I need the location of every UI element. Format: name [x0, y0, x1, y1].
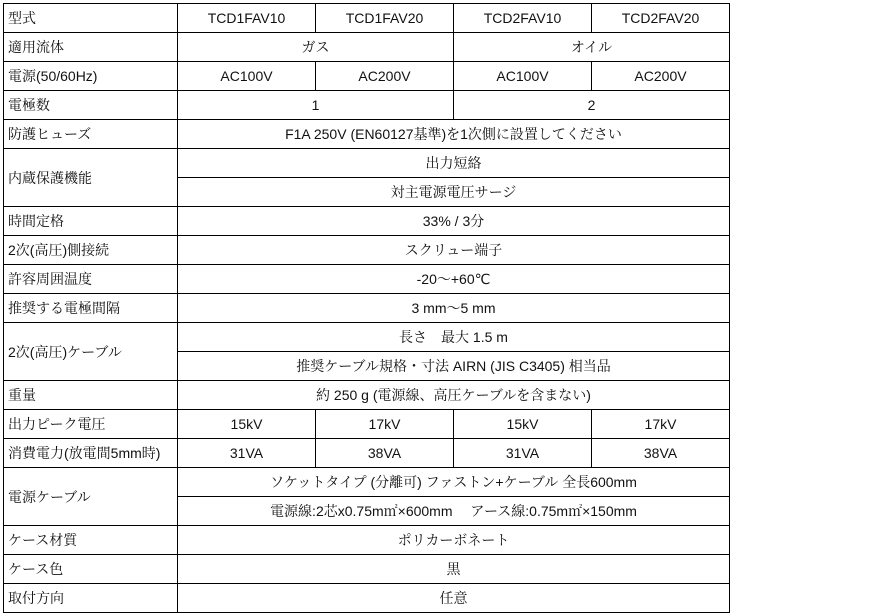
table-row — [4, 207, 730, 236]
value-cell: 31VA — [178, 439, 316, 468]
value-cell: ガス — [178, 33, 454, 62]
row-label: 内蔵保護機能 — [4, 149, 178, 207]
value-cell: 対主電源電圧サージ — [178, 178, 730, 207]
row-label: 適用流体 — [4, 33, 178, 62]
table-row — [4, 323, 730, 352]
value-cell: 17kV — [316, 410, 454, 439]
value-cell: 38VA — [592, 439, 730, 468]
table-row — [4, 381, 730, 410]
value-cell: 31VA — [454, 439, 592, 468]
row-label: 電極数 — [4, 91, 178, 120]
table-row — [4, 120, 730, 149]
value-cell: 出力短絡 — [178, 149, 730, 178]
row-label: 出力ピーク電圧 — [4, 410, 178, 439]
table-row — [4, 149, 730, 178]
row-label: 消費電力(放電間5mm時) — [4, 439, 178, 468]
table-row — [4, 4, 730, 33]
value-cell: AC200V — [592, 62, 730, 91]
table-row — [4, 584, 730, 613]
spec-table — [3, 3, 730, 613]
value-cell: 3 mm～5 mm — [178, 294, 730, 323]
value-cell: TCD1FAV20 — [316, 4, 454, 33]
row-label: 2次(高圧)ケーブル — [4, 323, 178, 381]
table-row — [4, 294, 730, 323]
row-label: 型式 — [4, 4, 178, 33]
value-cell: 15kV — [454, 410, 592, 439]
value-cell: 任意 — [178, 584, 730, 613]
table-row — [4, 410, 730, 439]
row-label: 許容周囲温度 — [4, 265, 178, 294]
value-cell: TCD2FAV20 — [592, 4, 730, 33]
value-cell: 2 — [454, 91, 730, 120]
row-label: 取付方向 — [4, 584, 178, 613]
value-cell: ポリカーボネート — [178, 526, 730, 555]
row-label: ケース材質 — [4, 526, 178, 555]
value-cell: 電源線:2芯x0.75m㎡×600mm アース線:0.75m㎡×150mm — [178, 497, 730, 526]
value-cell: 約 250 g (電源線、高圧ケーブルを含まない) — [178, 381, 730, 410]
value-cell: 長さ 最大 1.5 m — [178, 323, 730, 352]
table-row — [4, 439, 730, 468]
table-row — [4, 526, 730, 555]
table-row — [4, 468, 730, 497]
table-row — [4, 236, 730, 265]
value-cell: スクリュー端子 — [178, 236, 730, 265]
value-cell: AC200V — [316, 62, 454, 91]
row-label: 時間定格 — [4, 207, 178, 236]
value-cell: 33% / 3分 — [178, 207, 730, 236]
value-cell: 15kV — [178, 410, 316, 439]
table-row — [4, 62, 730, 91]
table-row — [4, 555, 730, 584]
value-cell: AC100V — [454, 62, 592, 91]
row-label: 電源(50/60Hz) — [4, 62, 178, 91]
table-row — [4, 33, 730, 62]
row-label: 推奨する電極間隔 — [4, 294, 178, 323]
value-cell: 17kV — [592, 410, 730, 439]
row-label: 電源ケーブル — [4, 468, 178, 526]
value-cell: ソケットタイプ (分離可) ファストン+ケーブル 全長600mm — [178, 468, 730, 497]
table-row — [4, 265, 730, 294]
value-cell: TCD1FAV10 — [178, 4, 316, 33]
value-cell: AC100V — [178, 62, 316, 91]
value-cell: -20～+60℃ — [178, 265, 730, 294]
value-cell: 38VA — [316, 439, 454, 468]
value-cell: 黒 — [178, 555, 730, 584]
table-row — [4, 91, 730, 120]
row-label: 重量 — [4, 381, 178, 410]
value-cell: TCD2FAV10 — [454, 4, 592, 33]
value-cell: 1 — [178, 91, 454, 120]
row-label: 2次(高圧)側接続 — [4, 236, 178, 265]
row-label: ケース色 — [4, 555, 178, 584]
spec-table-body — [4, 4, 730, 613]
row-label: 防護ヒューズ — [4, 120, 178, 149]
value-cell: 推奨ケーブル規格・寸法 AIRN (JIS C3405) 相当品 — [178, 352, 730, 381]
value-cell: オイル — [454, 33, 730, 62]
value-cell: F1A 250V (EN60127基準)を1次側に設置してください — [178, 120, 730, 149]
